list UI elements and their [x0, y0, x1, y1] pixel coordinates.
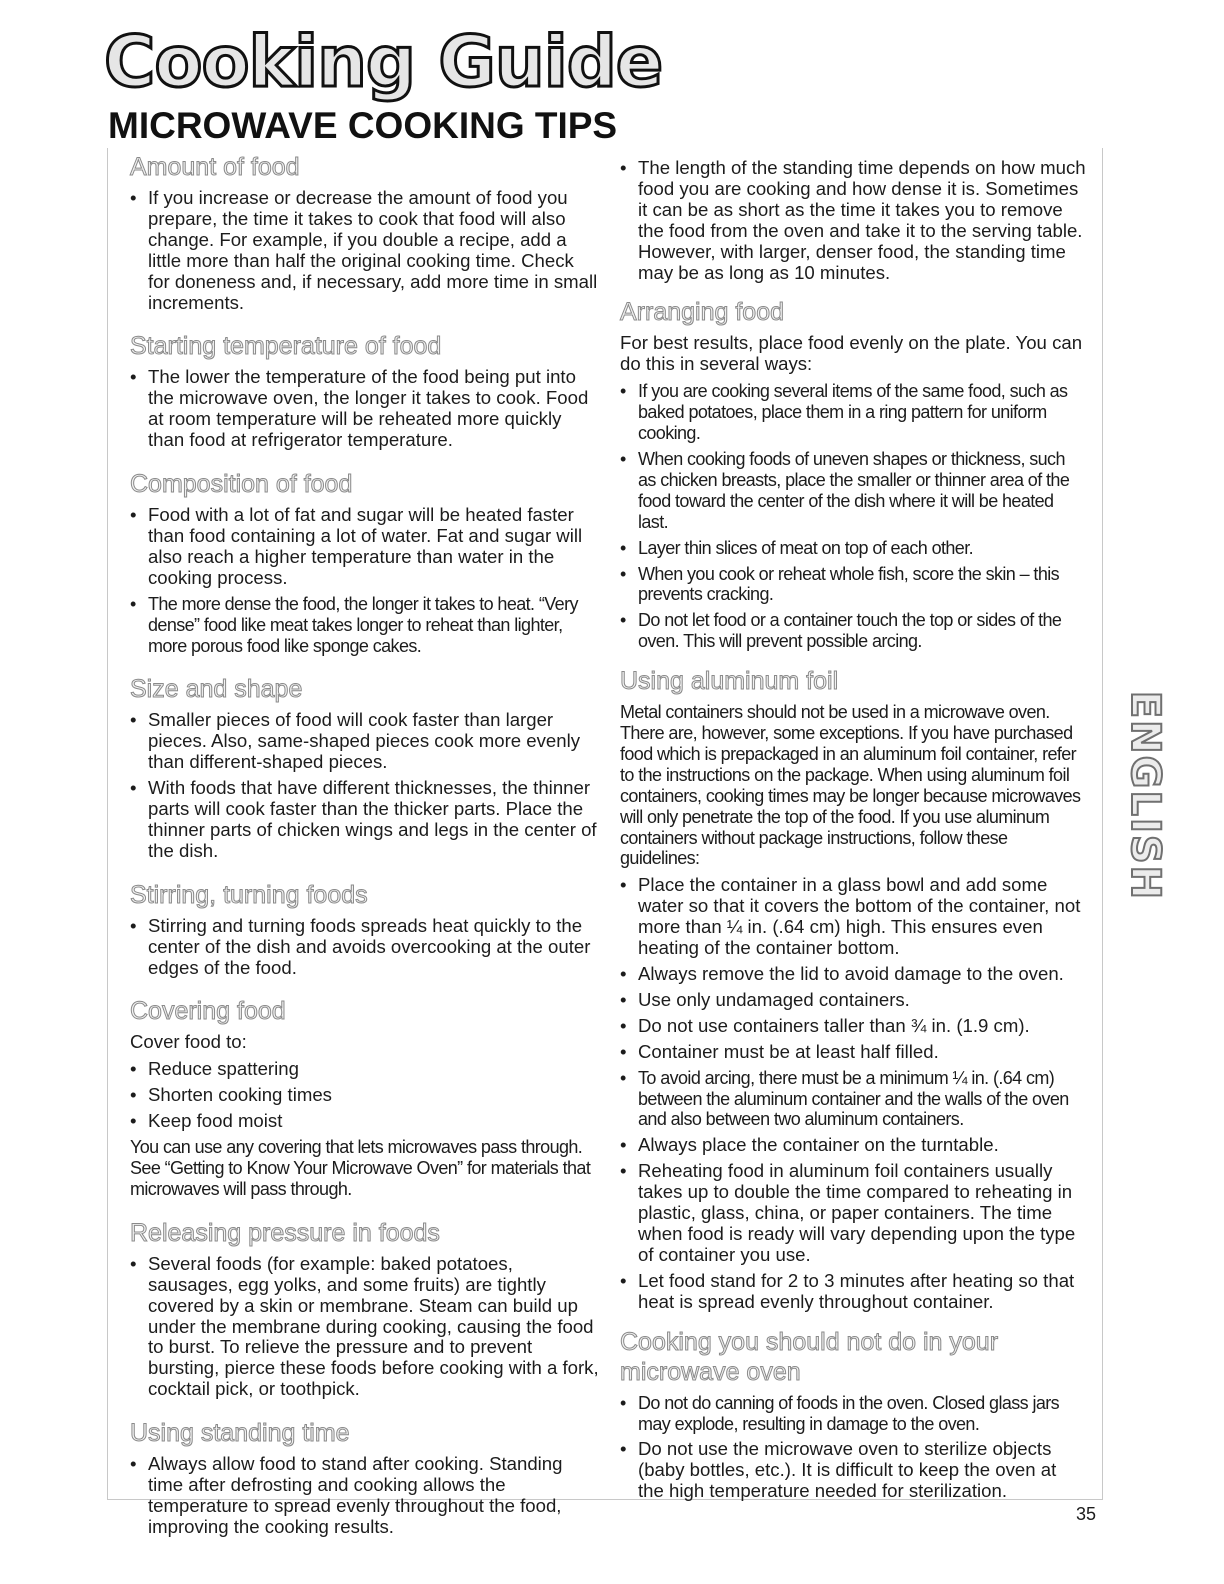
bullet-list — [620, 158, 1086, 283]
list-item: • Layer thin slices of meat on top of each other. — [620, 538, 1086, 559]
bullet-list — [620, 381, 1086, 652]
list-item: • Always allow food to stand after cooking. Standing time after defrosting and cooking allows the temperature to spread evenly throughout the food, improving the cooking results. — [130, 1454, 600, 1538]
section-heading: Using aluminum foil — [620, 667, 839, 696]
list-item: • Keep food moist — [130, 1111, 600, 1132]
right-column — [620, 158, 1086, 1507]
section-heading: Size and shape — [130, 675, 303, 704]
bullet-list — [620, 875, 1086, 1312]
list-item: • Use only undamaged containers. — [620, 990, 1086, 1011]
page-subtitle: MICROWAVE COOKING TIPS — [108, 105, 618, 146]
section-size-and-shape — [130, 674, 600, 861]
bullet-list — [130, 1254, 600, 1400]
section-cooking-not-to-do — [620, 1327, 1086, 1503]
section-arranging-food — [620, 297, 1086, 652]
section-heading: Cooking you should not do in your microwave oven — [620, 1327, 999, 1386]
section-using-standing-time — [130, 1418, 600, 1538]
list-item: • Stirring and turning foods spreads heat quickly to the center of the dish and avoids overcooking at the outer edges of the food. — [130, 916, 600, 979]
list-item: • Let food stand for 2 to 3 minutes after heating so that heat is spread evenly throughout container. — [620, 1271, 1086, 1313]
list-item: • Place the container in a glass bowl and add some water so that it covers the bottom of the container, not more than ¼ in. (.64 cm) high. This ensures even heating of the container bottom. — [620, 875, 1086, 959]
section-releasing-pressure — [130, 1218, 600, 1400]
list-item: • Always remove the lid to avoid damage to the oven. — [620, 964, 1086, 985]
section-composition-of-food — [130, 469, 600, 656]
list-item: • Reduce spattering — [130, 1059, 600, 1080]
list-item: • Always place the container on the turntable. — [620, 1135, 1086, 1156]
list-item: • Several foods (for example: baked potatoes, sausages, egg yolks, and some fruits) are tightly covered by a skin or membrane. Steam can build up under the membrane during cooking, causing the food to burst. To relieve the pressure and to prevent bursting, pierce these foods before cooking with a fork, cocktail pick, or toothpick. — [130, 1254, 600, 1400]
list-item: • If you increase or decrease the amount of food you prepare, the time it takes to cook that food will also change. For example, if you double a recipe, add a little more than half the original cooking time. Check for doneness and, if necessary, add more time in small increments. — [130, 188, 600, 313]
list-item: • Reheating food in aluminum foil containers usually takes up to double the time compared to reheating in plastic, glass, china, or paper containers. The time when food is ready will vary depending upon the type of container you use. — [620, 1161, 1086, 1266]
bullet-list — [130, 916, 600, 979]
list-item: • With foods that have different thicknesses, the thinner parts will cook faster than the thicker parts. Place the thinner parts of chicken wings and legs in the center of the dish. — [130, 778, 600, 862]
list-item: • The more dense the food, the longer it takes to heat. “Very dense” food like meat takes longer to reheat than lighter, more porous food like sponge cakes. — [130, 594, 600, 657]
paragraph: Cover food to: — [130, 1031, 247, 1053]
list-item: • To avoid arcing, there must be a minimum ¼ in. (.64 cm) between the aluminum container and the walls of the oven and also between two aluminum containers. — [620, 1068, 1086, 1131]
list-item: • If you are cooking several items of the same food, such as baked potatoes, place them in a ring pattern for uniform cooking. — [620, 381, 1086, 444]
section-amount-of-food — [130, 152, 600, 313]
bullet-list — [130, 505, 600, 656]
section-starting-temperature — [130, 331, 600, 451]
list-item: • When you cook or reheat whole fish, score the skin – this prevents cracking. — [620, 564, 1086, 606]
list-item: • The length of the standing time depends on how much food you are cooking and how dense it is. Sometimes it can be as short as the time it takes you to remove the food from the oven and take it to the serving table. However, with larger, denser food, the standing time may be as long as 10 minutes. — [620, 158, 1086, 283]
section-heading: Stirring, turning foods — [130, 880, 368, 909]
list-item: • Do not use containers taller than ¾ in. (1.9 cm). — [620, 1016, 1086, 1037]
list-item: • Do not do canning of foods in the oven. Closed glass jars may explode, resulting in damage to the oven. — [620, 1393, 1086, 1435]
page-title: Cooking Guide — [104, 21, 663, 103]
section-standing-time-continued — [620, 158, 1086, 283]
section-heading: Amount of food — [130, 153, 300, 181]
list-item: • Do not let food or a container touch the top or sides of the oven. This will prevent possible arcing. — [620, 610, 1086, 652]
left-column — [130, 150, 600, 1543]
section-heading: Releasing pressure in foods — [130, 1218, 440, 1247]
page-number: 35 — [1076, 1504, 1097, 1524]
section-using-aluminum-foil — [620, 666, 1086, 1312]
bullet-list — [130, 1059, 600, 1132]
list-item: • When cooking foods of uneven shapes or thickness, such as chicken breasts, place the smaller or thinner area of the food toward the center of the dish where it will be heated last. — [620, 449, 1086, 533]
section-heading: Starting temperature of food — [130, 332, 442, 361]
paragraph: You can use any covering that lets microwaves pass through. See “Getting to Know Your Microwave Oven” for materials that microwaves will pass through. — [130, 1137, 591, 1199]
bullet-list — [130, 188, 600, 313]
list-item: • Food with a lot of fat and sugar will be heated faster than food containing a lot of water. Fat and sugar will also reach a higher temperature than water in the cooking process. — [130, 505, 600, 589]
list-item: • Shorten cooking times — [130, 1085, 600, 1106]
language-side-tab — [1122, 688, 1168, 904]
list-item: • Smaller pieces of food will cook faster than larger pieces. Also, same-shaped pieces cook more evenly than different-shaped pieces. — [130, 710, 600, 773]
list-item: • Do not use the microwave oven to sterilize objects (baby bottles, etc.). It is difficult to keep the oven at the high temperature needed for sterilization. — [620, 1439, 1086, 1502]
paragraph: Metal containers should not be used in a microwave oven. There are, however, some exceptions. If you have purchased food which is prepackaged in an aluminum foil container, refer to the instructions on the package. When using aluminum foil containers, cooking times may be longer because microwaves will only penetrate the top of the food. If you use aluminum containers without package instructions, follow these guidelines: — [620, 702, 1081, 869]
section-heading: Composition of food — [130, 470, 353, 499]
bullet-list — [620, 1393, 1086, 1503]
section-covering-food — [130, 996, 600, 1199]
bullet-list — [130, 1454, 600, 1538]
bullet-list — [130, 710, 600, 861]
section-heading: Using standing time — [130, 1419, 350, 1448]
section-stirring-turning — [130, 880, 600, 979]
bullet-list — [130, 367, 600, 451]
paragraph: For best results, place food evenly on the plate. You can do this in several ways: — [620, 332, 1083, 375]
language-label: ENGLISH — [1122, 690, 1169, 902]
section-heading: Arranging food — [620, 298, 785, 327]
list-item: • The lower the temperature of the food being put into the microwave oven, the longer it takes to cook. Food at room temperature will be reheated more quickly than food at refrigerator temperature. — [130, 367, 600, 451]
section-heading: Covering food — [130, 997, 286, 1026]
list-item: • Container must be at least half filled. — [620, 1042, 1086, 1063]
